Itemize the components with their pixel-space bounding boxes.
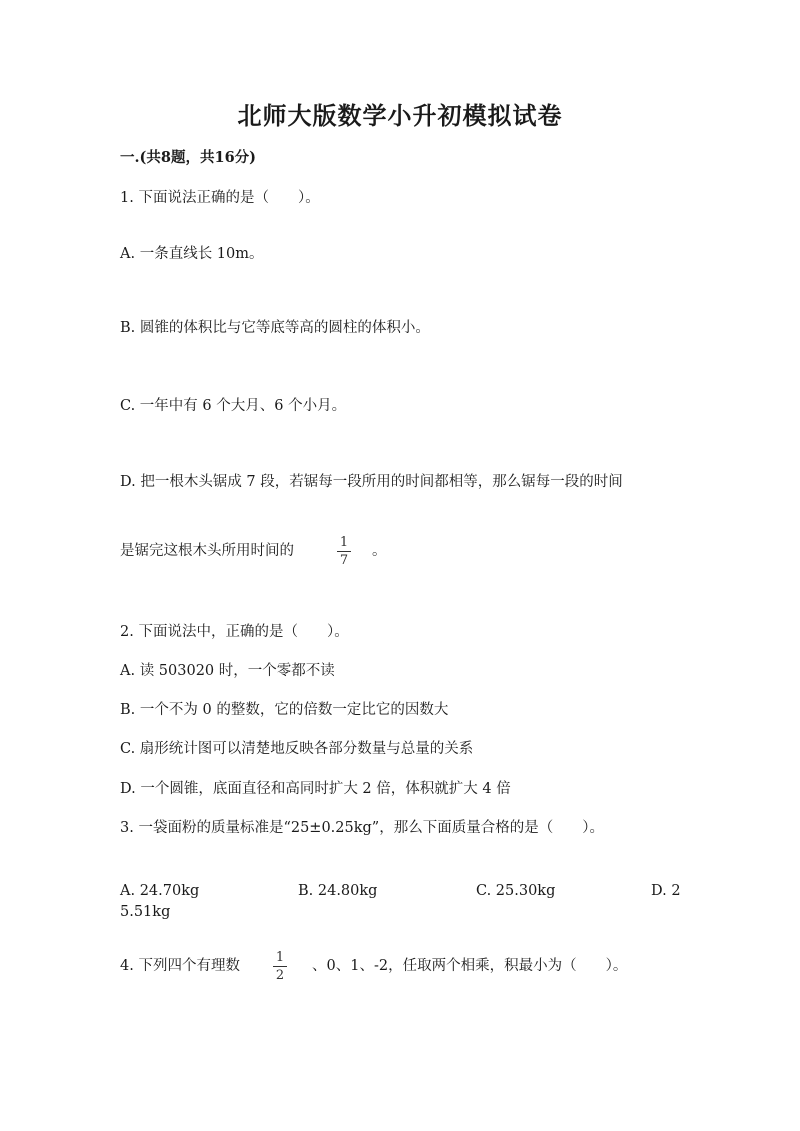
question-2-stem: 2. 下面说法中，正确的是（ ）。 <box>120 624 349 640</box>
question-2-option-a: A. 读 503020 时，一个零都不读 <box>120 663 335 679</box>
fraction-denominator: 7 <box>339 553 349 568</box>
fraction-one-half <box>272 950 288 983</box>
question-2-option-d: D. 一个圆锥，底面直径和高同时扩大 2 倍，体积就扩大 4 倍 <box>120 781 511 797</box>
question-1-option-c: C. 一年中有 6 个大月、6 个小月。 <box>120 398 347 414</box>
question-1-option-d-line-2: 是锯完这根木头所用时间的 <box>120 543 294 559</box>
fraction-denominator: 2 <box>275 968 285 983</box>
question-1-option-d-end: 。 <box>372 543 387 559</box>
question-1-option-a: A. 一条直线长 10m。 <box>120 246 264 262</box>
fraction-bar <box>273 966 287 967</box>
question-1-stem: 1. 下面说法正确的是（ ）。 <box>120 190 320 206</box>
question-3-option-a: A. 24.70kg <box>120 883 200 899</box>
question-2-option-c: C. 扇形统计图可以清楚地反映各部分数量与总量的关系 <box>120 741 474 757</box>
question-4-stem-start: 4. 下列四个有理数 <box>120 958 240 974</box>
question-3-stem: 3. 一袋面粉的质量标准是“25±0.25kg”，那么下面质量合格的是（ ）。 <box>120 820 604 836</box>
question-3-option-d-part-2: 5.51kg <box>120 904 171 920</box>
fraction-one-seventh <box>336 535 352 568</box>
question-3-option-b: B. 24.80kg <box>298 883 378 899</box>
page-title: 北师大版数学小升初模拟试卷 <box>237 101 563 130</box>
fraction-numerator: 1 <box>339 535 349 550</box>
question-1-option-d-line-1: D. 把一根木头锯成 7 段，若锯每一段所用的时间都相等，那么锯每一段的时间 <box>120 474 623 490</box>
question-4-stem-end: 、0、1、-2，任取两个相乘，积最小为（ ）。 <box>312 958 628 974</box>
section-heading: 一.(共8题，共16分) <box>120 149 257 166</box>
fraction-numerator: 1 <box>275 950 285 965</box>
question-1-option-b: B. 圆锥的体积比与它等底等高的圆柱的体积小。 <box>120 320 430 336</box>
fraction-bar <box>337 551 351 552</box>
question-3-option-c: C. 25.30kg <box>476 883 556 899</box>
question-2-option-b: B. 一个不为 0 的整数，它的倍数一定比它的因数大 <box>120 702 449 718</box>
question-3-option-d-part-1: D. 2 <box>651 883 681 899</box>
